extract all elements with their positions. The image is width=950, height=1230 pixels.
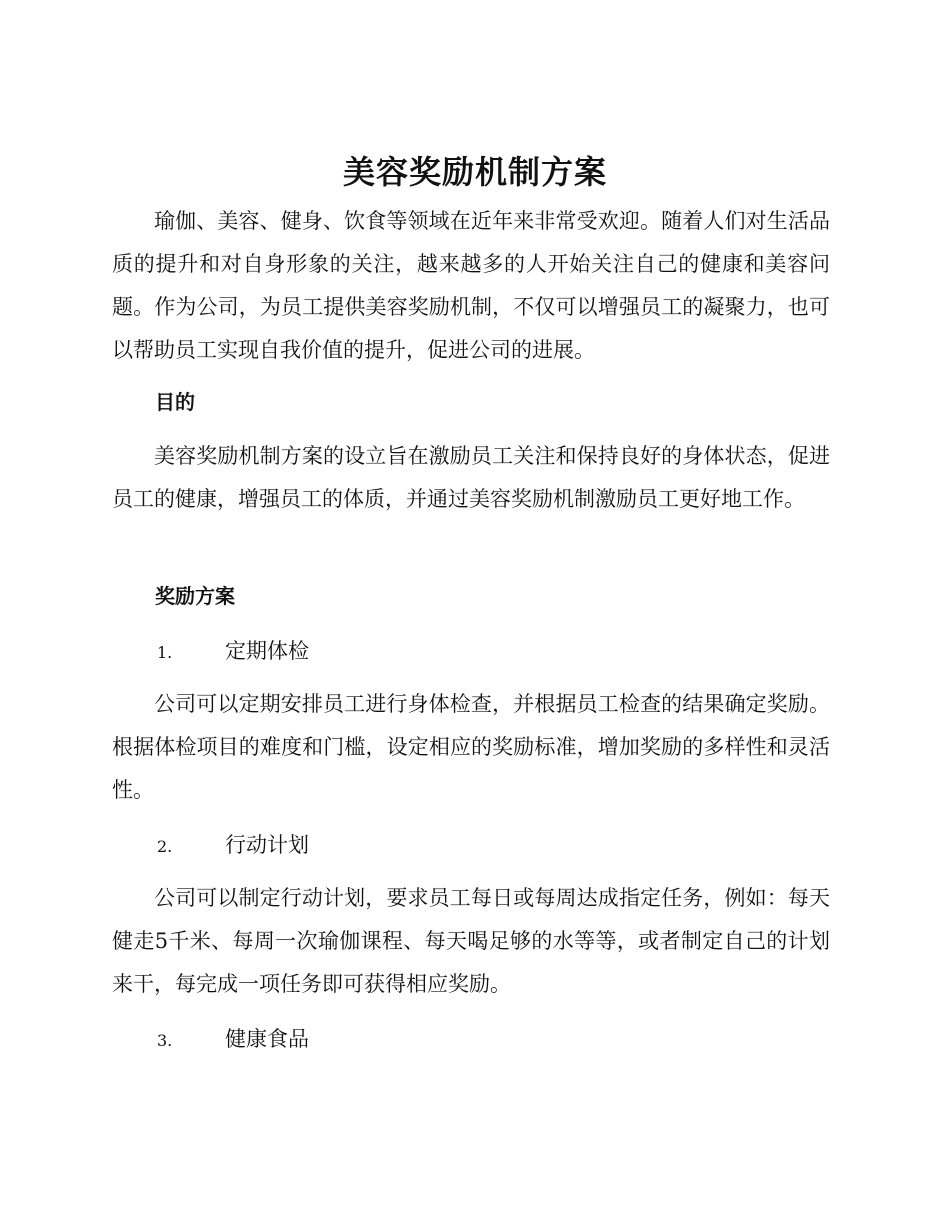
reward-item-2-label: 行动计划 <box>225 833 309 857</box>
reward-item-1-paragraph: 公司可以定期安排员工进行身体检查，并根据员工检查的结果确定奖励。根据体检项目的难度和门槛，设定相应的奖励标准，增加奖励的多样性和灵活性。 <box>112 692 830 802</box>
reward-item-1-label: 定期体检 <box>225 639 309 663</box>
reward-item-3-number: 3. <box>157 1031 173 1050</box>
reward-item-1 <box>157 636 309 668</box>
reward-heading: 奖励方案 <box>155 584 235 608</box>
reward-item-3-label: 健康食品 <box>225 1027 309 1051</box>
reward-item-2 <box>157 830 309 862</box>
purpose-heading: 目的 <box>155 390 195 414</box>
reward-item-2-paragraph: 公司可以制定行动计划，要求员工每日或每周达成指定任务，例如：每天健走5千米、每周一次瑜伽课程、每天喝足够的水等等，或者制定自己的计划来干，每完成一项任务即可获得相应奖励。 <box>112 886 830 996</box>
reward-item-3 <box>157 1024 309 1056</box>
document-title: 美容奖励机制方案 <box>342 153 607 191</box>
reward-item-1-number: 1. <box>157 643 173 662</box>
intro-paragraph: 瑜伽、美容、健身、饮食等领域在近年来非常受欢迎。随着人们对生活品质的提升和对自身形象的关注，越来越多的人开始关注自己的健康和美容问题。作为公司，为员工提供美容奖励机制，不仅可以增强员工的凝聚力，也可以帮助员工实现自我价值的提升，促进公司的进展。 <box>112 209 830 362</box>
purpose-paragraph: 美容奖励机制方案的设立旨在激励员工关注和保持良好的身体状态，促进员工的健康，增强员工的体质，并通过美容奖励机制激励员工更好地工作。 <box>112 444 830 511</box>
reward-item-2-number: 2. <box>157 837 173 856</box>
